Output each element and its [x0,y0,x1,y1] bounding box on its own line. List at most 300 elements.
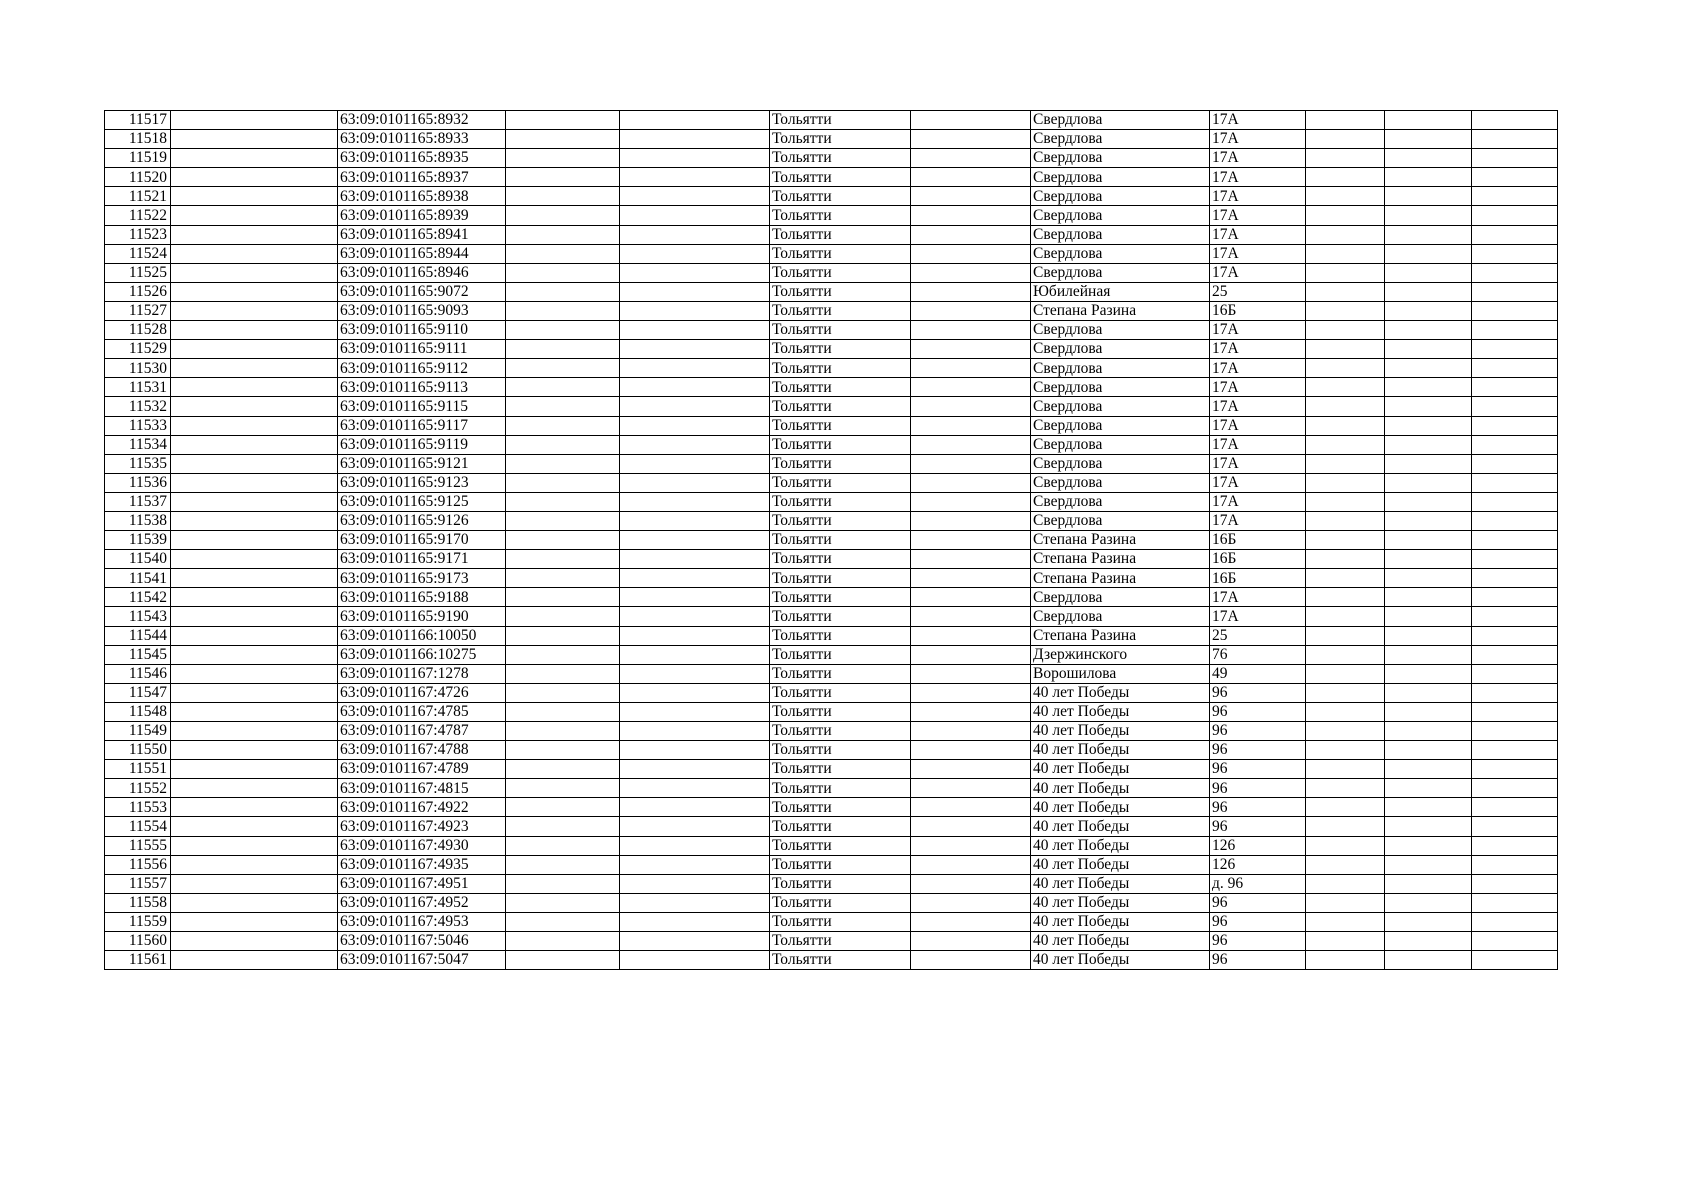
table-row [105,607,1558,626]
house-number-cell: 96 [1210,722,1306,741]
street-cell: 40 лет Победы [1031,722,1210,741]
table-row [105,550,1558,569]
empty-cell [1385,301,1472,320]
city-cell: Тольятти [770,760,911,779]
empty-cell [1385,779,1472,798]
row-number-cell: 11559 [105,912,171,931]
empty-cell [171,149,338,168]
house-number-cell: 96 [1210,951,1306,970]
city-cell: Тольятти [770,511,911,530]
empty-cell [1306,263,1385,282]
cadastral-number-cell: 63:09:0101165:8944 [338,244,506,263]
street-cell: Свердлова [1031,607,1210,626]
table-row [105,798,1558,817]
cadastral-number-cell: 63:09:0101167:5046 [338,932,506,951]
cadastral-number-cell: 63:09:0101167:5047 [338,951,506,970]
row-number-cell: 11534 [105,435,171,454]
row-number-cell: 11520 [105,168,171,187]
street-cell: Свердлова [1031,206,1210,225]
empty-cell [506,836,620,855]
empty-cell [911,645,1031,664]
table-row [105,168,1558,187]
empty-cell [620,473,770,492]
empty-cell [1385,588,1472,607]
street-cell: Степана Разина [1031,626,1210,645]
empty-cell [911,550,1031,569]
street-cell: Свердлова [1031,435,1210,454]
street-cell: 40 лет Победы [1031,683,1210,702]
empty-cell [620,722,770,741]
empty-cell [1472,473,1558,492]
row-number-cell: 11517 [105,111,171,130]
city-cell: Тольятти [770,149,911,168]
house-number-cell: 17А [1210,473,1306,492]
empty-cell [911,722,1031,741]
empty-cell [1306,569,1385,588]
row-number-cell: 11541 [105,569,171,588]
row-number-cell: 11548 [105,702,171,721]
row-number-cell: 11529 [105,340,171,359]
empty-cell [1385,760,1472,779]
table-row [105,932,1558,951]
empty-cell [1385,951,1472,970]
cadastral-number-cell: 63:09:0101167:4789 [338,760,506,779]
street-cell: Свердлова [1031,359,1210,378]
city-cell: Тольятти [770,206,911,225]
city-cell: Тольятти [770,855,911,874]
empty-cell [620,149,770,168]
empty-cell [171,244,338,263]
empty-cell [1385,607,1472,626]
table-row [105,893,1558,912]
city-cell: Тольятти [770,244,911,263]
empty-cell [506,779,620,798]
empty-cell [911,435,1031,454]
house-number-cell: 17А [1210,321,1306,340]
empty-cell [620,416,770,435]
empty-cell [1306,206,1385,225]
empty-cell [620,741,770,760]
document-table [104,110,1558,970]
empty-cell [506,588,620,607]
empty-cell [1472,511,1558,530]
empty-cell [1306,168,1385,187]
house-number-cell: 17А [1210,244,1306,263]
row-number-cell: 11527 [105,301,171,320]
empty-cell [1385,550,1472,569]
empty-cell [171,779,338,798]
city-cell: Тольятти [770,798,911,817]
city-cell: Тольятти [770,817,911,836]
empty-cell [171,874,338,893]
street-cell: 40 лет Победы [1031,893,1210,912]
empty-cell [911,874,1031,893]
empty-cell [171,397,338,416]
empty-cell [1306,531,1385,550]
city-cell: Тольятти [770,951,911,970]
empty-cell [1472,225,1558,244]
empty-cell [1306,111,1385,130]
city-cell: Тольятти [770,932,911,951]
street-cell: Свердлова [1031,225,1210,244]
empty-cell [620,454,770,473]
cadastral-number-cell: 63:09:0101165:8935 [338,149,506,168]
city-cell: Тольятти [770,874,911,893]
empty-cell [620,645,770,664]
empty-cell [506,855,620,874]
empty-cell [506,359,620,378]
empty-cell [620,111,770,130]
empty-cell [620,397,770,416]
cadastral-number-cell: 63:09:0101165:8946 [338,263,506,282]
empty-cell [1472,359,1558,378]
empty-cell [620,607,770,626]
empty-cell [506,702,620,721]
empty-cell [1385,206,1472,225]
empty-cell [1472,951,1558,970]
city-cell: Тольятти [770,321,911,340]
empty-cell [506,932,620,951]
empty-cell [1306,645,1385,664]
empty-cell [911,626,1031,645]
row-number-cell: 11535 [105,454,171,473]
empty-cell [620,492,770,511]
street-cell: Свердлова [1031,588,1210,607]
empty-cell [506,416,620,435]
empty-cell [171,130,338,149]
city-cell: Тольятти [770,836,911,855]
street-cell: Степана Разина [1031,531,1210,550]
empty-cell [171,301,338,320]
empty-cell [1472,550,1558,569]
house-number-cell: 96 [1210,779,1306,798]
empty-cell [171,454,338,473]
street-cell: Свердлова [1031,130,1210,149]
row-number-cell: 11538 [105,511,171,530]
cadastral-number-cell: 63:09:0101165:9112 [338,359,506,378]
city-cell: Тольятти [770,779,911,798]
house-number-cell: 17А [1210,187,1306,206]
house-number-cell: 17А [1210,435,1306,454]
cadastral-number-cell: 63:09:0101167:4922 [338,798,506,817]
empty-cell [1472,282,1558,301]
empty-cell [620,569,770,588]
empty-cell [171,111,338,130]
city-cell: Тольятти [770,473,911,492]
empty-cell [620,874,770,893]
empty-cell [620,932,770,951]
empty-cell [171,531,338,550]
city-cell: Тольятти [770,168,911,187]
house-number-cell: 96 [1210,817,1306,836]
table-row [105,951,1558,970]
empty-cell [1306,798,1385,817]
empty-cell [1385,664,1472,683]
empty-cell [620,626,770,645]
empty-cell [171,378,338,397]
table-row [105,130,1558,149]
empty-cell [171,798,338,817]
empty-cell [620,340,770,359]
cadastral-number-cell: 63:09:0101165:8933 [338,130,506,149]
empty-cell [1385,397,1472,416]
row-number-cell: 11525 [105,263,171,282]
cadastral-number-cell: 63:09:0101167:4815 [338,779,506,798]
empty-cell [171,836,338,855]
house-number-cell: 17А [1210,149,1306,168]
empty-cell [1472,263,1558,282]
empty-cell [1472,626,1558,645]
empty-cell [506,760,620,779]
table-row [105,531,1558,550]
house-number-cell: 96 [1210,683,1306,702]
empty-cell [620,912,770,931]
empty-cell [171,626,338,645]
empty-cell [911,168,1031,187]
empty-cell [1472,702,1558,721]
empty-cell [620,378,770,397]
row-number-cell: 11556 [105,855,171,874]
row-number-cell: 11545 [105,645,171,664]
empty-cell [1385,683,1472,702]
row-number-cell: 11555 [105,836,171,855]
empty-cell [1306,874,1385,893]
empty-cell [1472,531,1558,550]
empty-cell [1306,817,1385,836]
empty-cell [506,741,620,760]
city-cell: Тольятти [770,645,911,664]
street-cell: Свердлова [1031,492,1210,511]
table-row [105,282,1558,301]
empty-cell [1306,130,1385,149]
empty-cell [911,321,1031,340]
house-number-cell: 16Б [1210,531,1306,550]
empty-cell [506,130,620,149]
house-number-cell: 17А [1210,263,1306,282]
empty-cell [911,130,1031,149]
street-cell: Свердлова [1031,321,1210,340]
empty-cell [1306,321,1385,340]
empty-cell [506,187,620,206]
empty-cell [506,397,620,416]
empty-cell [506,301,620,320]
empty-cell [620,187,770,206]
empty-cell [1385,359,1472,378]
empty-cell [506,683,620,702]
empty-cell [1385,416,1472,435]
empty-cell [911,798,1031,817]
table-row [105,817,1558,836]
empty-cell [171,817,338,836]
cadastral-number-cell: 63:09:0101165:9093 [338,301,506,320]
empty-cell [171,932,338,951]
table-row [105,416,1558,435]
empty-cell [911,263,1031,282]
empty-cell [506,225,620,244]
empty-cell [1306,301,1385,320]
empty-cell [506,378,620,397]
empty-cell [620,588,770,607]
empty-cell [1472,912,1558,931]
street-cell: Дзержинского [1031,645,1210,664]
empty-cell [171,607,338,626]
cadastral-number-cell: 63:09:0101167:4951 [338,874,506,893]
row-number-cell: 11521 [105,187,171,206]
empty-cell [620,301,770,320]
street-cell: Свердлова [1031,111,1210,130]
city-cell: Тольятти [770,301,911,320]
row-number-cell: 11528 [105,321,171,340]
empty-cell [911,111,1031,130]
street-cell: 40 лет Победы [1031,817,1210,836]
empty-cell [1472,588,1558,607]
empty-cell [506,168,620,187]
row-number-cell: 11542 [105,588,171,607]
empty-cell [911,359,1031,378]
city-cell: Тольятти [770,263,911,282]
row-number-cell: 11553 [105,798,171,817]
empty-cell [1472,932,1558,951]
empty-cell [171,741,338,760]
empty-cell [911,951,1031,970]
house-number-cell: 17А [1210,454,1306,473]
house-number-cell: 49 [1210,664,1306,683]
empty-cell [911,741,1031,760]
table-row [105,206,1558,225]
empty-cell [911,779,1031,798]
house-number-cell: 16Б [1210,550,1306,569]
empty-cell [1385,531,1472,550]
empty-cell [1385,378,1472,397]
empty-cell [506,607,620,626]
table-row [105,569,1558,588]
empty-cell [620,282,770,301]
empty-cell [1472,798,1558,817]
house-number-cell: 17А [1210,607,1306,626]
empty-cell [620,531,770,550]
empty-cell [1385,225,1472,244]
empty-cell [911,225,1031,244]
empty-cell [1306,511,1385,530]
row-number-cell: 11543 [105,607,171,626]
street-cell: 40 лет Победы [1031,912,1210,931]
street-cell: 40 лет Победы [1031,874,1210,893]
table-row [105,492,1558,511]
cadastral-number-cell: 63:09:0101165:9125 [338,492,506,511]
row-number-cell: 11557 [105,874,171,893]
empty-cell [1385,340,1472,359]
empty-cell [1306,722,1385,741]
empty-cell [1306,932,1385,951]
row-number-cell: 11547 [105,683,171,702]
empty-cell [911,149,1031,168]
empty-cell [1306,607,1385,626]
empty-cell [1472,492,1558,511]
empty-cell [911,340,1031,359]
empty-cell [171,492,338,511]
cadastral-number-cell: 63:09:0101165:8932 [338,111,506,130]
row-number-cell: 11530 [105,359,171,378]
empty-cell [911,817,1031,836]
cadastral-number-cell: 63:09:0101166:10275 [338,645,506,664]
empty-cell [1385,263,1472,282]
row-number-cell: 11551 [105,760,171,779]
table-row [105,626,1558,645]
empty-cell [1472,779,1558,798]
empty-cell [1472,893,1558,912]
empty-cell [620,206,770,225]
table-row [105,702,1558,721]
table-row [105,321,1558,340]
empty-cell [1472,454,1558,473]
empty-cell [911,932,1031,951]
empty-cell [1385,645,1472,664]
street-cell: Свердлова [1031,397,1210,416]
empty-cell [1472,340,1558,359]
empty-cell [1385,168,1472,187]
empty-cell [171,645,338,664]
empty-cell [506,511,620,530]
street-cell: 40 лет Победы [1031,741,1210,760]
city-cell: Тольятти [770,130,911,149]
empty-cell [506,912,620,931]
empty-cell [1472,817,1558,836]
empty-cell [506,282,620,301]
table-row [105,263,1558,282]
empty-cell [171,282,338,301]
city-cell: Тольятти [770,702,911,721]
empty-cell [911,511,1031,530]
empty-cell [1306,149,1385,168]
row-number-cell: 11526 [105,282,171,301]
city-cell: Тольятти [770,397,911,416]
street-cell: Свердлова [1031,454,1210,473]
empty-cell [911,378,1031,397]
city-cell: Тольятти [770,111,911,130]
empty-cell [1385,435,1472,454]
city-cell: Тольятти [770,187,911,206]
empty-cell [171,359,338,378]
house-number-cell: 96 [1210,912,1306,931]
empty-cell [1472,874,1558,893]
house-number-cell: 17А [1210,340,1306,359]
street-cell: 40 лет Победы [1031,760,1210,779]
empty-cell [620,683,770,702]
house-number-cell: 76 [1210,645,1306,664]
table-row [105,912,1558,931]
empty-cell [911,607,1031,626]
empty-cell [1385,741,1472,760]
empty-cell [1306,282,1385,301]
empty-cell [1472,760,1558,779]
table-row [105,378,1558,397]
house-number-cell: 17А [1210,111,1306,130]
empty-cell [171,168,338,187]
empty-cell [1306,416,1385,435]
empty-cell [620,951,770,970]
house-number-cell: 96 [1210,760,1306,779]
empty-cell [1385,492,1472,511]
cadastral-number-cell: 63:09:0101167:4785 [338,702,506,721]
empty-cell [620,511,770,530]
street-cell: 40 лет Победы [1031,836,1210,855]
house-number-cell: 17А [1210,511,1306,530]
empty-cell [1385,473,1472,492]
empty-cell [1385,836,1472,855]
empty-cell [171,683,338,702]
empty-cell [620,702,770,721]
city-cell: Тольятти [770,225,911,244]
